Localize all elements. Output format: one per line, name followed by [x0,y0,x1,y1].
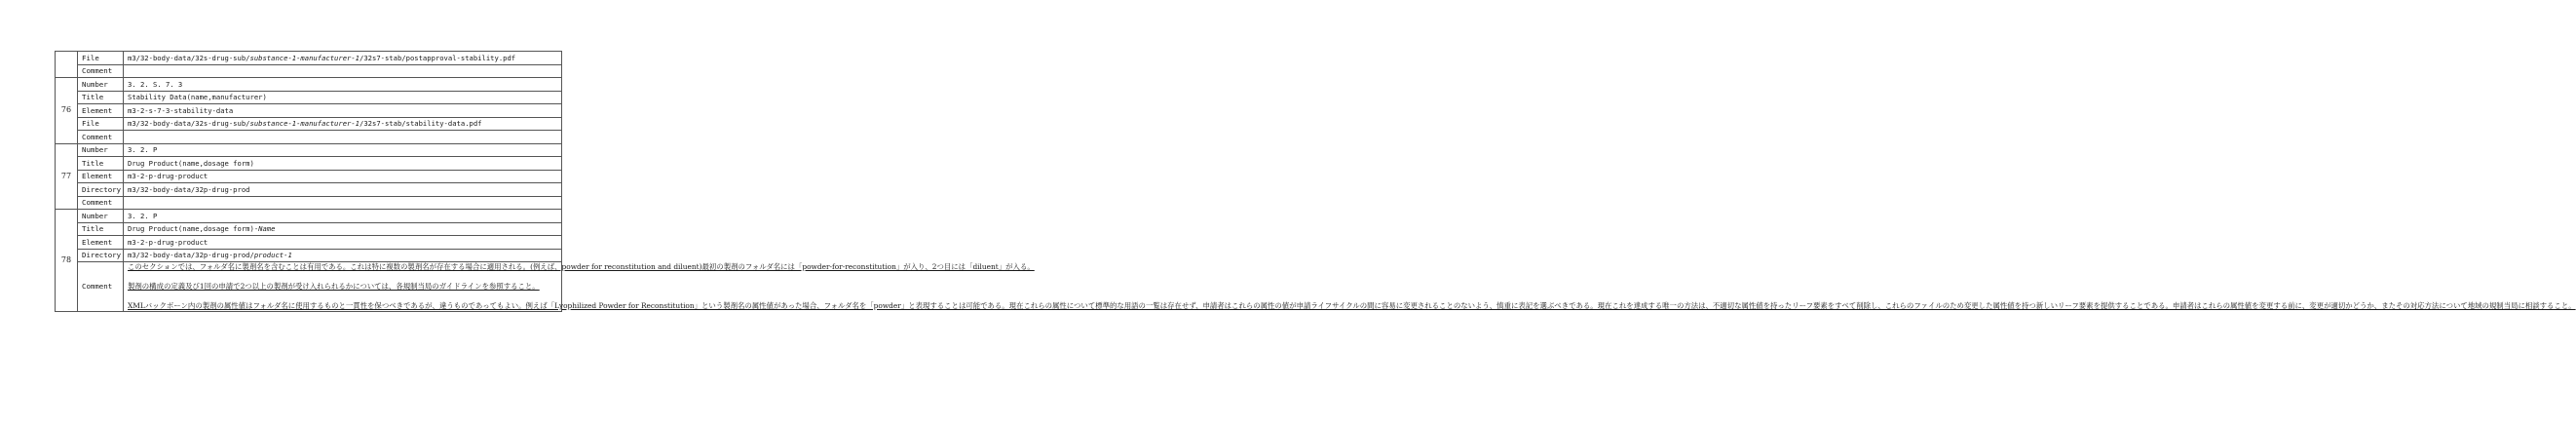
table-row [56,117,562,131]
row-key-file: File [78,52,124,65]
row-value-number: 3. 2. P [124,143,562,157]
row-key-directory: Directory [78,183,124,197]
table-row [56,196,562,210]
row-number-cell [56,52,78,78]
row-number-cell: 78 [56,210,78,312]
row-key-directory: Directory [78,249,124,262]
row-value-element: m3-2-p-drug-product [124,236,562,250]
table-row [56,262,562,312]
row-key-element: Element [78,170,124,183]
row-value-element: m3-2-p-drug-product [124,170,562,183]
row-value-number: 3. 2. S. 7. 3 [124,78,562,92]
row-number-cell: 76 [56,78,78,144]
row-value-file: m3/32-body-data/32s-drug-sub/substance-1-manufacturer-1/32s7-stab/stability-data.pdf [124,117,562,131]
spec-table-page [55,51,2576,312]
table-row [56,222,562,236]
row-value-title: Drug Product(name,dosage form)-Name [124,222,562,236]
table-row [56,183,562,197]
row-value-comment [124,196,562,210]
row-value-number: 3. 2. P [124,210,562,223]
table-row [56,236,562,250]
row-value-element: m3-2-s-7-3-stability-data [124,104,562,118]
row-key-title: Title [78,91,124,104]
table-row [56,157,562,171]
row-value-title: Stability Data(name,manufacturer) [124,91,562,104]
row-key-number: Number [78,143,124,157]
row-number-cell: 77 [56,143,78,210]
comment-paragraph: XMLバックボーン内の製剤の属性値はフォルダ名に使用するものと一貫性を保つべきであるが、違うものであってもよい。例えば「Lyophilized Powder for Reconstitution」という製剤名の属性値があった場合、フォルダ名を「powder」と表現することは可能である。現在これらの属性について標準的な用語の一覧は存在せず、申請者はこれらの属性の値が申請ライフサイクルの間に容易に変更されることのないよう、慎重に表記を選ぶべきである。現在これを達成する唯一の方法は、不適切な属性値を持ったリーフ要素をすべて削除し、これらのファイルのため変更した属性値を持つ新しいリーフ要素を提供することである。申請者はこれらの属性値を変更する前に、変更が適切かどうか、またその対応方法について地域の規制当局に相談すること。 [128,300,2576,310]
row-value-directory: m3/32-body-data/32p-drug-prod [124,183,562,197]
row-key-comment: Comment [78,262,124,312]
row-key-comment: Comment [78,196,124,210]
table-row [56,249,562,262]
row-key-comment: Comment [78,64,124,78]
table-row [56,170,562,183]
table-row [56,64,562,78]
row-value-comment [124,262,2576,312]
table-row [56,210,562,223]
row-key-file: File [78,117,124,131]
row-value-comment [124,64,562,78]
row-value-file: m3/32-body-data/32s-drug-sub/substance-1-manufacturer-1/32s7-stab/postapproval-stability.pdf [124,52,562,65]
row-key-title: Title [78,222,124,236]
ectd-spec-table [55,51,2576,312]
row-key-number: Number [78,210,124,223]
row-value-title: Drug Product(name,dosage form) [124,157,562,171]
row-value-comment [124,131,562,144]
row-key-element: Element [78,104,124,118]
row-key-element: Element [78,236,124,250]
row-key-number: Number [78,78,124,92]
row-key-comment: Comment [78,131,124,144]
row-key-title: Title [78,157,124,171]
row-value-directory: m3/32-body-data/32p-drug-prod/product-1 [124,249,562,262]
comment-paragraph: 製剤の構成の定義及び1回の申請で2つ以上の製剤が受け入れられるかについては、各規制当局のガイドラインを参照すること。 [128,281,540,291]
table-row [56,91,562,104]
comment-paragraph: このセクションでは、フォルダ名に製剤名を含むことは有用である。これは特に複数の製剤名が存在する場合に適用される。(例えば、powder for reconstitution and diluent)最初の製剤のフォルダ名には「powder-for-reconstitution」が入り、2つ目には「diluent」が入る。 [128,262,1035,271]
table-row [56,143,562,157]
table-row [56,131,562,144]
table-row [56,52,562,65]
table-row [56,78,562,92]
table-row [56,104,562,118]
